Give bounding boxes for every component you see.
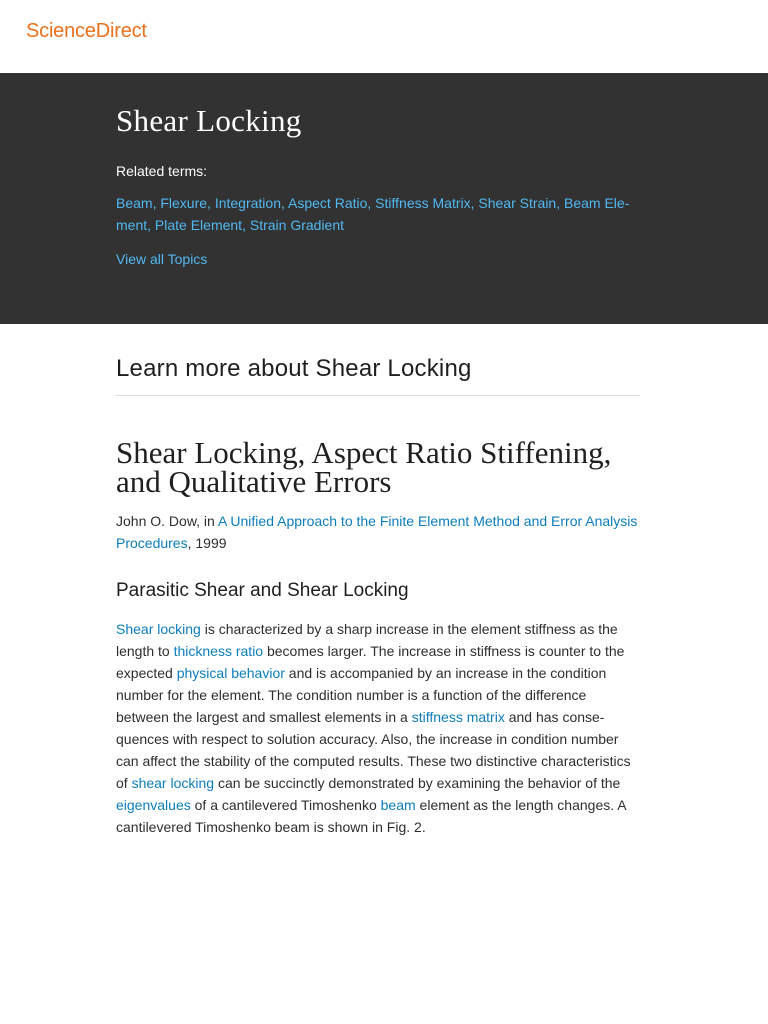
related-term-link[interactable]: Shear Strain (478, 195, 557, 211)
section-heading: Parasitic Shear and Shear Locking (116, 580, 409, 601)
article-title[interactable]: Shear Locking, Aspect Ratio Stiffening, and Qualitative Errors (116, 435, 612, 499)
related-term-link[interactable]: Beam (116, 195, 153, 211)
term-link-eigenvalues[interactable]: eigenvalues (116, 797, 191, 813)
related-term-link[interactable]: Beam Ele-ment (116, 195, 630, 233)
page-title: Shear Locking (116, 103, 302, 138)
related-terms-label: Related terms: (116, 163, 208, 179)
article-paragraph: Shear locking is characterized by a sharp increase in the element stiffness as the length to thickness ratio becomes larger. The increase in stiffness is counter to the expected physical behavior and is accompanied by an increase in the condition number for the element. The condition number is a function of the difference between the largest and smallest elements in a stiffness matrix and has conse-quences with respect to solution accuracy. Also, the increase in condition number can affect the stability of the computed results. These two distinctive characteristics of shear locking can be succinctly demonstrated by examining the behavior of the eigenvalues of a cantilevered Timoshenko beam element as the length changes. A cantilevered Timoshenko beam is shown in Fig. 2. (116, 621, 631, 835)
term-link-beam[interactable]: beam (380, 797, 416, 813)
topic-hero (0, 73, 768, 324)
related-term-link[interactable]: Plate Element (154, 217, 243, 233)
related-term-link[interactable]: Aspect Ratio (288, 195, 368, 211)
term-link-shear-locking[interactable]: Shear locking (116, 621, 201, 637)
related-term-link[interactable]: Stiffness Matrix (375, 195, 471, 211)
related-term-link[interactable]: Integration (214, 195, 281, 211)
author-name: John O. Dow, in (116, 513, 218, 529)
related-term-link[interactable]: Strain Gradient (249, 217, 345, 233)
view-all-topics-link[interactable]: View all Topics (116, 251, 208, 267)
term-link-physical-behavior[interactable]: physical behavior (176, 665, 285, 681)
term-link-thickness-ratio[interactable]: thickness ratio (173, 643, 264, 659)
publication-year: , 1999 (187, 535, 227, 551)
term-link-stiffness-matrix[interactable]: stiffness matrix (411, 709, 505, 725)
learn-more-heading: Learn more about Shear Locking (116, 324, 640, 396)
top-bar (0, 0, 768, 73)
sciencedirect-logo[interactable]: ScienceDirect (26, 20, 147, 42)
book-link[interactable]: A Unified Approach to the Finite Element Method and Error Analysis Procedures (116, 513, 638, 551)
main-content (116, 324, 640, 838)
term-link-shear-locking-2[interactable]: shear locking (131, 775, 215, 791)
article-byline (116, 510, 640, 554)
related-term-link[interactable]: Flexure (160, 195, 208, 211)
related-terms-list: Beam, Flexure, Integration, Aspect Ratio, Stiffness Matrix, Shear Strain, Beam Ele-ment, Plate Element, Strain Gradient (116, 195, 630, 233)
